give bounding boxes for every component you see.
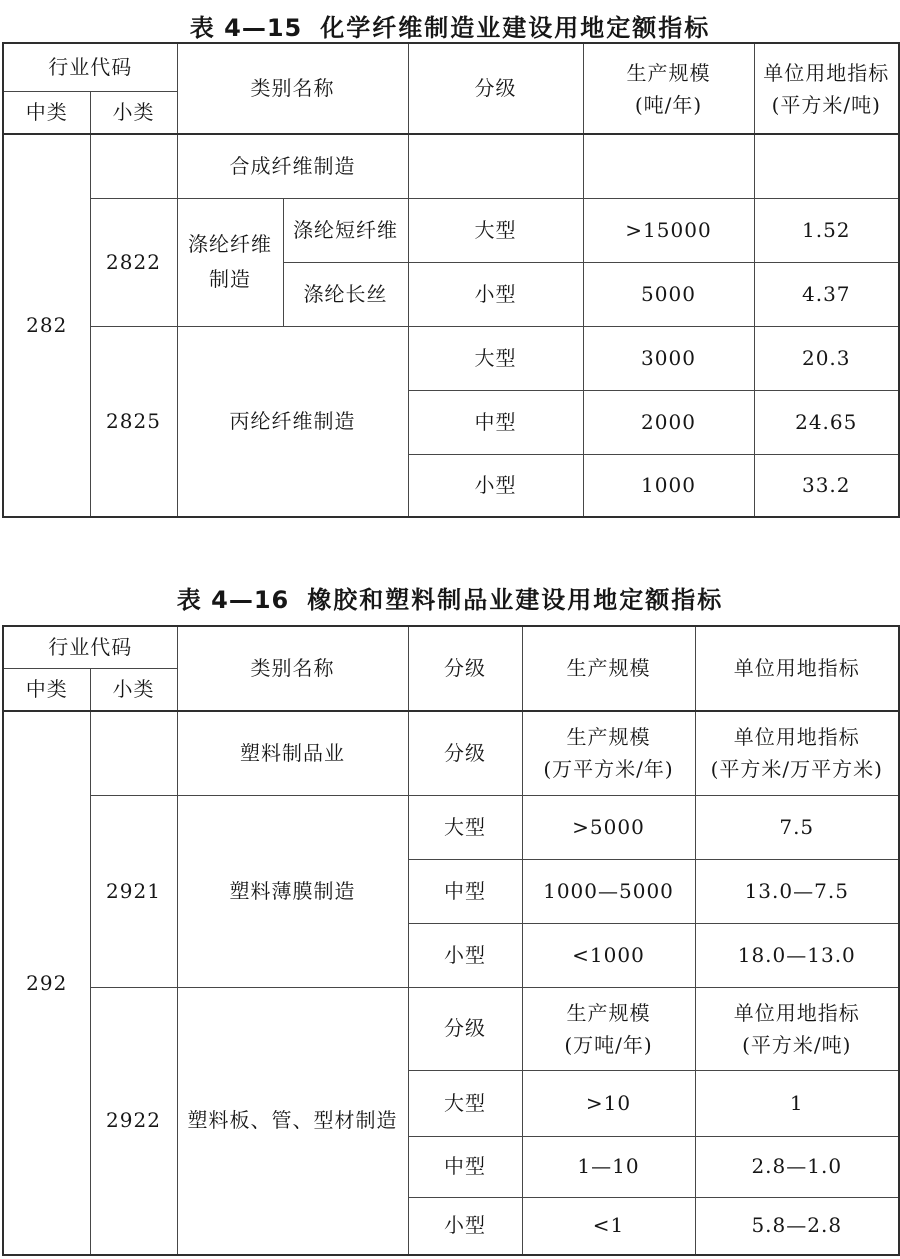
indicator-cell: 7.5 [695,795,899,859]
subheader-grade: 分级 [408,711,522,795]
scale-cell: >5000 [522,795,695,859]
category-cell: 丙纶纤维制造 [177,326,408,517]
header-unit-land-indicator [754,43,899,134]
scale-cell: 3000 [583,326,754,390]
header-grade: 分级 [408,43,583,134]
mid-code-cell: 292 [3,711,90,1255]
grade-cell: 小型 [408,923,522,987]
header-production-scale-label: 生产规模 [626,60,711,85]
table-row [3,43,899,91]
empty-cell [583,134,754,198]
subheader-production-scale [522,987,695,1070]
header-industry-code: 行业代码 [3,626,177,668]
header-unit-land-indicator-label: 单位用地指标 [763,60,890,85]
header-mid-class: 中类 [3,668,90,711]
header-category-name: 类别名称 [177,43,408,134]
indicator-cell: 5.8—2.8 [695,1197,899,1255]
subcategory-cell: 涤纶短纤维 [283,198,408,262]
empty-cell [90,711,177,795]
header-production-scale [583,43,754,134]
subheader-unit-land-indicator-label: 单位用地指标 [733,725,860,750]
indicator-cell: 1.52 [754,198,899,262]
grade-cell: 中型 [408,390,583,454]
header-industry-code: 行业代码 [3,43,177,91]
category-cell: 涤纶纤维制造 [177,198,283,326]
category-cell: 塑料板、管、型材制造 [177,987,408,1255]
subheader-production-scale-label: 生产规模 [566,1000,651,1025]
category-cell: 塑料制品业 [177,711,408,795]
grade-cell: 大型 [408,198,583,262]
grade-cell: 小型 [408,1197,522,1255]
subheader-unit-land-indicator-label: 单位用地指标 [733,1000,860,1025]
table-row [3,326,899,390]
scale-cell: <1000 [522,923,695,987]
subcategory-cell: 涤纶长丝 [283,262,408,326]
scale-cell: <1 [522,1197,695,1255]
scale-cell: 1000—5000 [522,859,695,923]
subheader-unit-land-indicator-unit: (平方米/吨) [742,1032,852,1057]
table-4-16 [2,625,900,1256]
table-4-16-title [0,580,900,615]
table-row [3,134,899,198]
indicator-cell: 13.0—7.5 [695,859,899,923]
header-small-class: 小类 [90,668,177,711]
table-row [3,198,899,262]
subheader-production-scale-unit: (万吨/年) [564,1032,653,1057]
scale-cell: 1—10 [522,1136,695,1197]
table-row [3,711,899,795]
indicator-cell: 2.8—1.0 [695,1136,899,1197]
grade-cell: 小型 [408,262,583,326]
indicator-cell: 20.3 [754,326,899,390]
table-row [3,626,899,668]
subheader-unit-land-indicator-unit: (平方米/万平方米) [710,757,883,782]
grade-cell: 小型 [408,454,583,517]
indicator-cell: 4.37 [754,262,899,326]
grade-cell: 大型 [408,326,583,390]
indicator-cell: 24.65 [754,390,899,454]
small-code-cell: 2921 [90,795,177,987]
table-4-15 [2,42,900,518]
table-row [3,987,899,1070]
small-code-cell: 2822 [90,198,177,326]
header-unit-land-indicator-unit: (平方米/吨) [771,92,881,117]
mid-code-cell: 282 [3,134,90,517]
subheader-production-scale [522,711,695,795]
subheader-unit-land-indicator [695,987,899,1070]
category-cell: 塑料薄膜制造 [177,795,408,987]
header-production-scale-unit: (吨/年) [634,92,703,117]
scale-cell: >10 [522,1070,695,1136]
table-4-15-title-text: 化学纤维制造业建设用地定额指标 [320,14,711,42]
header-production-scale: 生产规模 [522,626,695,711]
scale-cell: 1000 [583,454,754,517]
header-mid-class: 中类 [3,91,90,134]
table-4-16-number: 表 4—16 [176,586,290,614]
header-grade: 分级 [408,626,522,711]
grade-cell: 大型 [408,1070,522,1136]
subheader-grade: 分级 [408,987,522,1070]
header-unit-land-indicator: 单位用地指标 [695,626,899,711]
grade-cell: 大型 [408,795,522,859]
grade-cell: 中型 [408,1136,522,1197]
header-category-name: 类别名称 [177,626,408,711]
table-4-16-title-text: 橡胶和塑料制品业建设用地定额指标 [307,586,724,614]
table-4-15-number: 表 4—15 [189,14,303,42]
table-row [3,795,899,859]
small-code-cell: 2825 [90,326,177,517]
category-cell: 合成纤维制造 [177,134,408,198]
header-small-class: 小类 [90,91,177,134]
subheader-unit-land-indicator [695,711,899,795]
indicator-cell: 18.0—13.0 [695,923,899,987]
subheader-production-scale-unit: (万平方米/年) [543,757,674,782]
table-4-15-title [0,8,900,43]
scale-cell: 2000 [583,390,754,454]
small-code-cell: 2922 [90,987,177,1255]
scale-cell: 5000 [583,262,754,326]
scale-cell: >15000 [583,198,754,262]
empty-cell [90,134,177,198]
subheader-production-scale-label: 生产规模 [566,725,651,750]
indicator-cell: 1 [695,1070,899,1136]
grade-cell: 中型 [408,859,522,923]
empty-cell [408,134,583,198]
indicator-cell: 33.2 [754,454,899,517]
empty-cell [754,134,899,198]
